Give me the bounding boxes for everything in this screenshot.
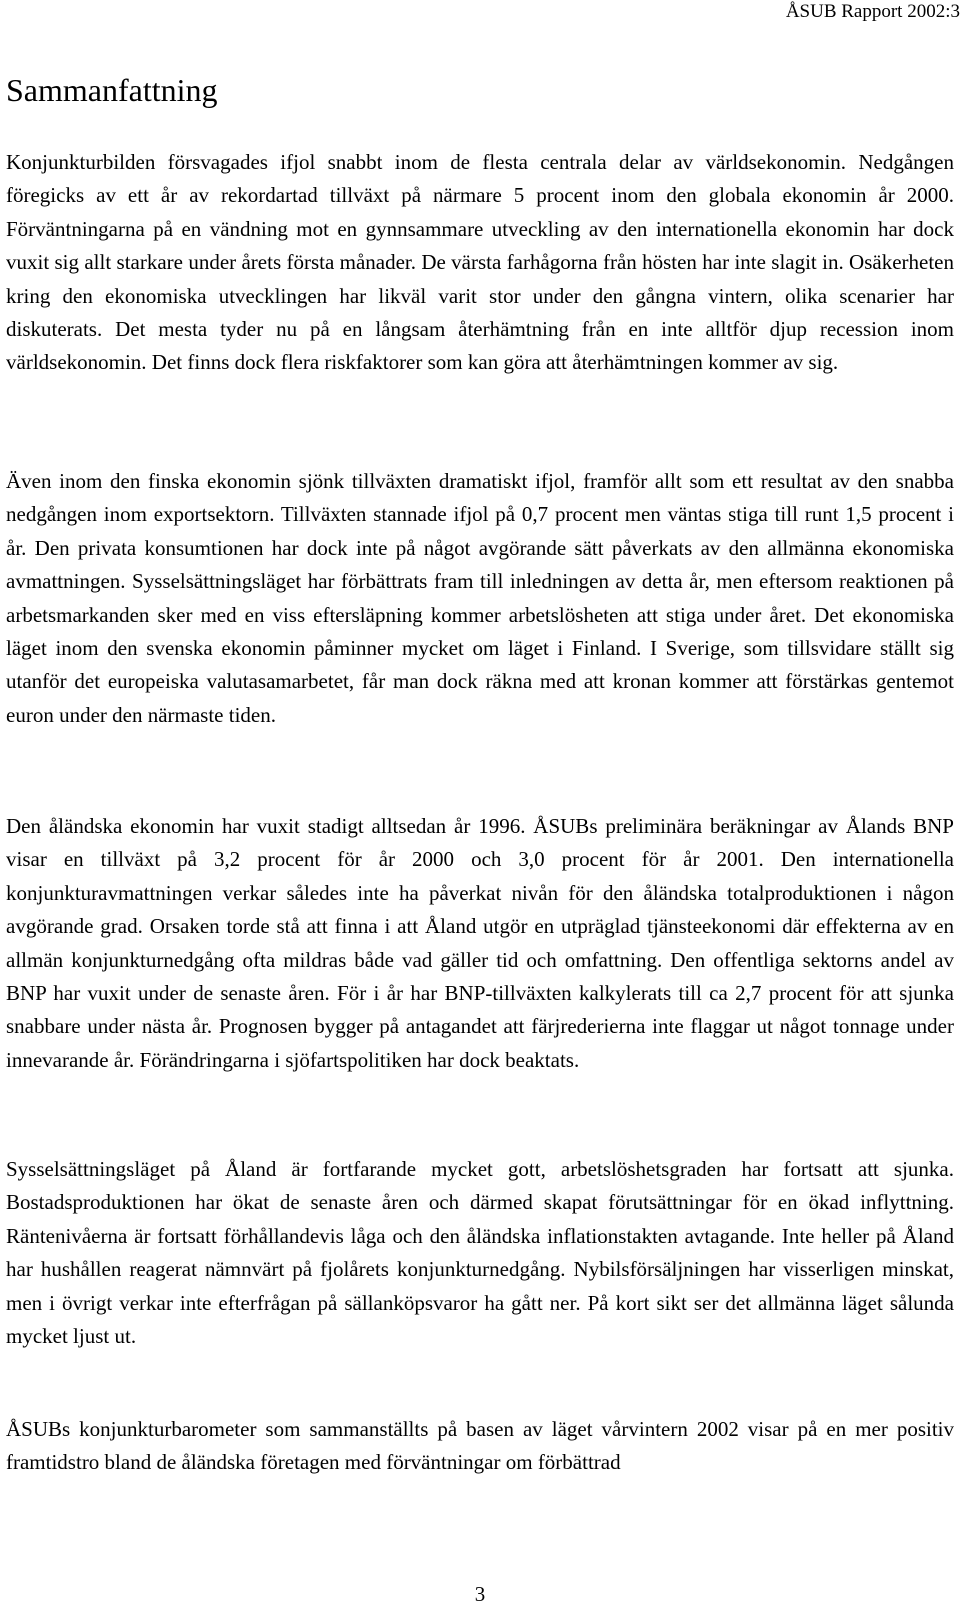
body-paragraph-2: Även inom den finska ekonomin sjönk tillväxten dramatiskt ifjol, framför allt som ett resultat av den snabba nedgången inom exportsektorn. Tillväxten stannade ifjol på 0,7 procent men väntas stiga till runt 1,5 procent i år. Den privata konsumtionen har dock inte på något avgörande sätt påverkats av den allmänna ekonomiska avmattningen. Sysselsättningsläget har förbättrats fram till inledningen av detta år, men eftersom reaktionen på arbetsmarkanden sker med en viss eftersläpning kommer arbetslösheten att stiga under året. Det ekonomiska läget inom den svenska ekonomin påminner mycket om läget i Finland. I Sverige, som tillsvidare ställt sig utanför det europeiska valutasamarbetet, får man dock räkna med att kronan kommer att förstärkas gentemot euron under den närmaste tiden.: [6, 469, 954, 727]
page-number: 3: [474, 1582, 486, 1606]
body-paragraph-4: Sysselsättningsläget på Åland är fortfarande mycket gott, arbetslöshetsgraden har fortsatt att sjunka. Bostadsproduktionen har ökat de senaste åren och därmed skapat förutsättningar för en ökad inflyttning. Räntenivåerna är fortsatt förhållandevis låga och den åländska inflationstakten avtagande. Inte heller på Åland har hushållen reagerat nämnvärt på fjolårets konjunkturnedgång. Nybilsförsäljningen har visserligen minskat, men i övrigt verkar inte efterfrågan på sällanköpsvaror ha gått ner. På kort sikt ser det allmänna läget sålunda mycket ljust ut.: [6, 1157, 954, 1349]
body-paragraph-5: ÅSUBs konjunkturbarometer som sammanställts på basen av läget vårvintern 2002 visar på en mer positiv framtidstro bland de åländska företagen med förväntningar om förbättrad: [6, 1417, 954, 1475]
running-header: ÅSUB Rapport 2002:3: [785, 1, 960, 22]
body-paragraph-1: Konjunkturbilden försvagades ifjol snabbt inom de flesta centrala delar av världsekonomin. Nedgången föregicks av ett år av rekordartad tillväxt på närmare 5 procent inom den globala ekonomin år 2000. Förväntningarna på en vändning mot en gynnsammare utveckling av den internationella ekonomin har dock vuxit sig allt starkare under årets första månader. De värsta farhågorna från hösten har inte slagit in. Osäkerheten kring den ekonomiska utvecklingen har likväl varit stor under den gångna vintern, olika scenarier har diskuterats. Det mesta tyder nu på en långsam återhämtning från en inte alltför djup recession inom världsekonomin. Det finns dock flera riskfaktorer som kan göra att återhämtningen kommer av sig.: [6, 150, 954, 375]
body-paragraph-3: Den åländska ekonomin har vuxit stadigt alltsedan år 1996. ÅSUBs preliminära beräkningar av Ålands BNP visar en tillväxt på 3,2 procent för år 2000 och 3,0 procent för år 2001. Den internationella konjunkturavmattningen verkar således inte ha påverkat nivån för den åländska totalproduktionen i någon avgörande grad. Orsaken torde stå att finna i att Åland utgör en utpräglad tjänsteekonomi där effekterna av en allmän konjunkturnedgång ofta mildras både vad gäller tid och omfattning. Den offentliga sektorns andel av BNP har vuxit under de senaste åren. För i år har BNP-tillväxten kalkylerats till ca 2,7 procent för att sjunka snabbare under nästa år. Prognosen bygger på antagandet att färjrederierna inte flaggar ut något tonnage under innevarande år. Förändringarna i sjöfartspolitiken har dock beaktats.: [6, 814, 954, 1072]
section-title: Sammanfattning: [6, 72, 218, 108]
